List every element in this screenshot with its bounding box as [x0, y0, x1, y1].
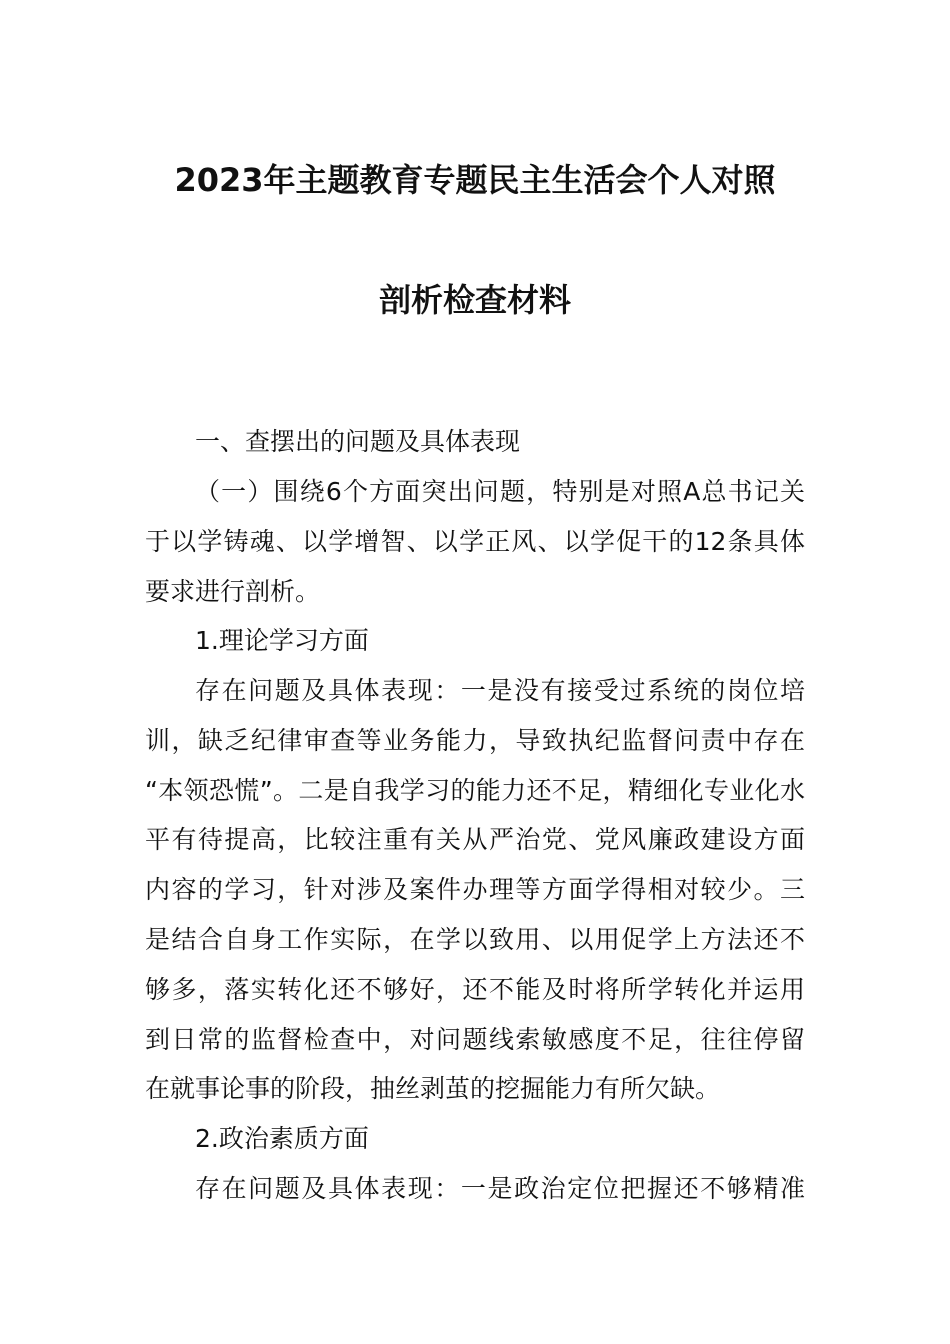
paragraph-line: 存在问题及具体表现：一是政治定位把握还不够精准	[195, 1174, 805, 1203]
section-heading	[145, 417, 805, 467]
item-1-paragraph	[145, 666, 805, 1114]
paragraph-line: 在就事论事的阶段，抽丝剥茧的挖掘能力有所欠缺。	[145, 1074, 721, 1104]
paragraph-line: 存在问题及具体表现：一是没有接受过系统的岗位培	[195, 676, 805, 705]
item-2-paragraph	[145, 1164, 805, 1214]
item-1-heading-block	[145, 616, 805, 666]
paragraph-line: 到日常的监督检查中，对问题线索敏感度不足，往往停留	[145, 1024, 805, 1054]
section-1-heading: 一、查摆出的问题及具体表现	[195, 427, 521, 456]
paragraph-line: 训，缺乏纪律审查等业务能力，导致执纪监督问责中存在	[145, 725, 805, 755]
paragraph-line: 要求进行剖析。	[145, 576, 321, 606]
paragraph-line: 内容的学习，针对涉及案件办理等方面学得相对较少。三	[145, 875, 805, 905]
subsection-1-paragraph	[145, 467, 805, 616]
item-2-heading-block	[145, 1114, 805, 1164]
document-title-line-1: 2023年主题教育专题民主生活会个人对照	[174, 161, 776, 199]
document-title-line-2: 剖析检查材料	[378, 281, 571, 319]
paragraph-line: 于以学铸魂、以学增智、以学正风、以学促干的12条具体	[145, 526, 805, 556]
item-2-heading: 2.政治素质方面	[195, 1124, 369, 1153]
paragraph-line: “本领恐慌”。二是自我学习的能力还不足，精细化专业化水	[145, 775, 805, 805]
paragraph-line: 平有待提高，比较注重有关从严治党、党风廉政建设方面	[145, 825, 805, 855]
paragraph-line: 是结合自身工作实际，在学以致用、以用促学上方法还不	[145, 924, 805, 954]
paragraph-line: （一）围绕6个方面突出问题，特别是对照A总书记关	[195, 477, 805, 506]
item-1-heading: 1.理论学习方面	[195, 626, 369, 655]
paragraph-line: 够多，落实转化还不够好，还不能及时将所学转化并运用	[145, 974, 805, 1004]
